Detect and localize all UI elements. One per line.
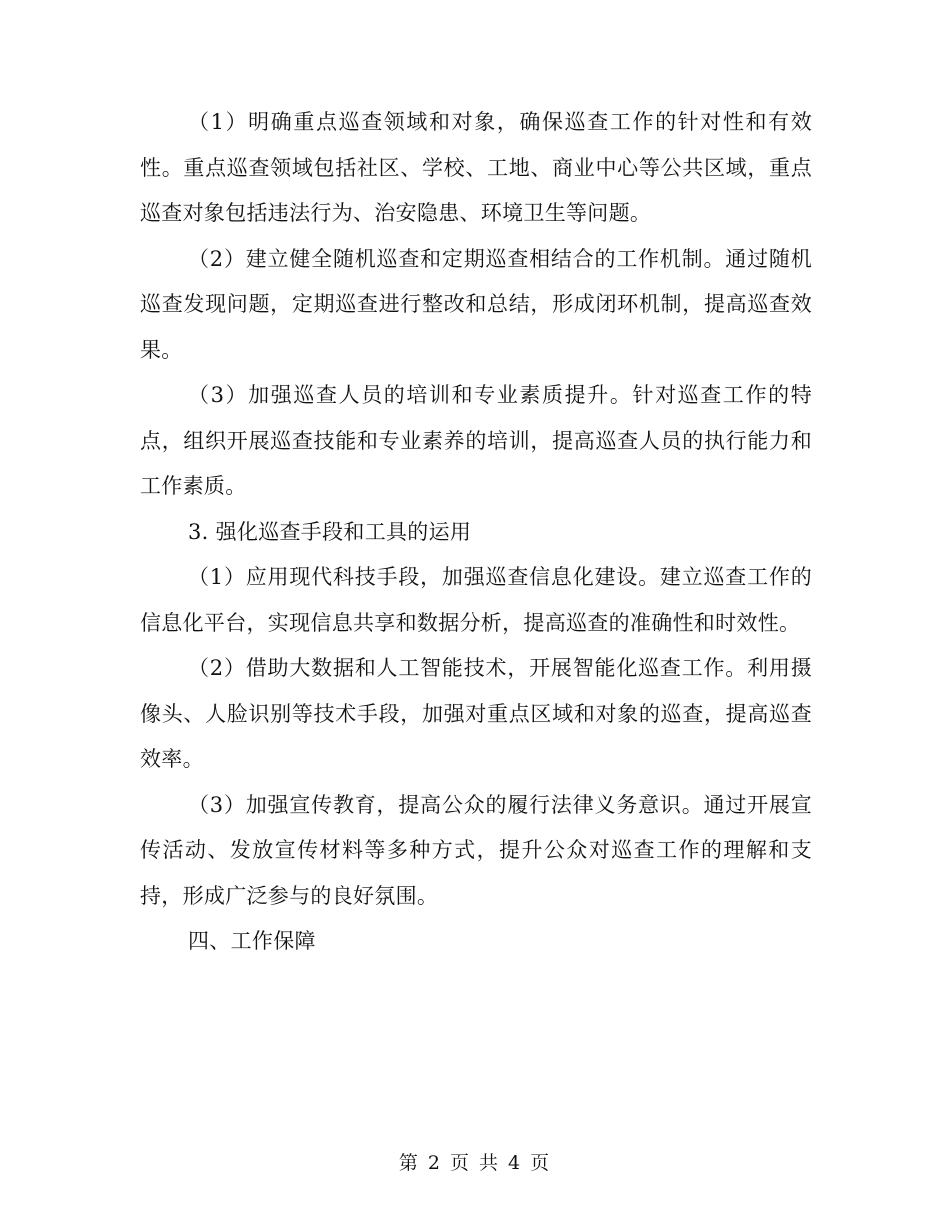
paragraph-2: （2）建立健全随机巡查和定期巡查相结合的工作机制。通过随机巡查发现问题，定期巡查进行整改和总结，形成闭环机制，提高巡查效果。: [140, 246, 812, 362]
paragraph-5: （2）借助大数据和人工智能技术，开展智能化巡查工作。利用摄像头、人脸识别等技术手段，加强对重点区域和对象的巡查，提高巡查效率。: [140, 656, 812, 771]
section-heading-4: 四、工作保障: [188, 929, 316, 953]
paragraph-6: （3）加强宣传教育，提高公众的履行法律义务意识。通过开展宣传活动、发放宣传材料等多种方式，提升公众对巡查工作的理解和支持，形成广泛参与的良好氛围。: [140, 792, 812, 908]
paragraph-1: （1）明确重点巡查领域和对象，确保巡查工作的针对性和有效性。重点巡查领域包括社区、学校、工地、商业中心等公共区域，重点巡查对象包括违法行为、治安隐患、环境卫生等问题。: [140, 110, 812, 225]
page-number-footer: 第 2 页 共 4 页: [398, 1152, 552, 1174]
paragraph-3: （3）加强巡查人员的培训和专业素质提升。针对巡查工作的特点，组织开展巡查技能和专业素养的培训，提高巡查人员的执行能力和工作素质。: [140, 383, 812, 498]
section-heading-3: 3. 强化巡查手段和工具的运用: [188, 519, 472, 544]
document-body: [140, 100, 812, 965]
paragraph-4: （1）应用现代科技手段，加强巡查信息化建设。建立巡查工作的信息化平台，实现信息共享和数据分析，提高巡查的准确性和时效性。: [140, 565, 812, 635]
